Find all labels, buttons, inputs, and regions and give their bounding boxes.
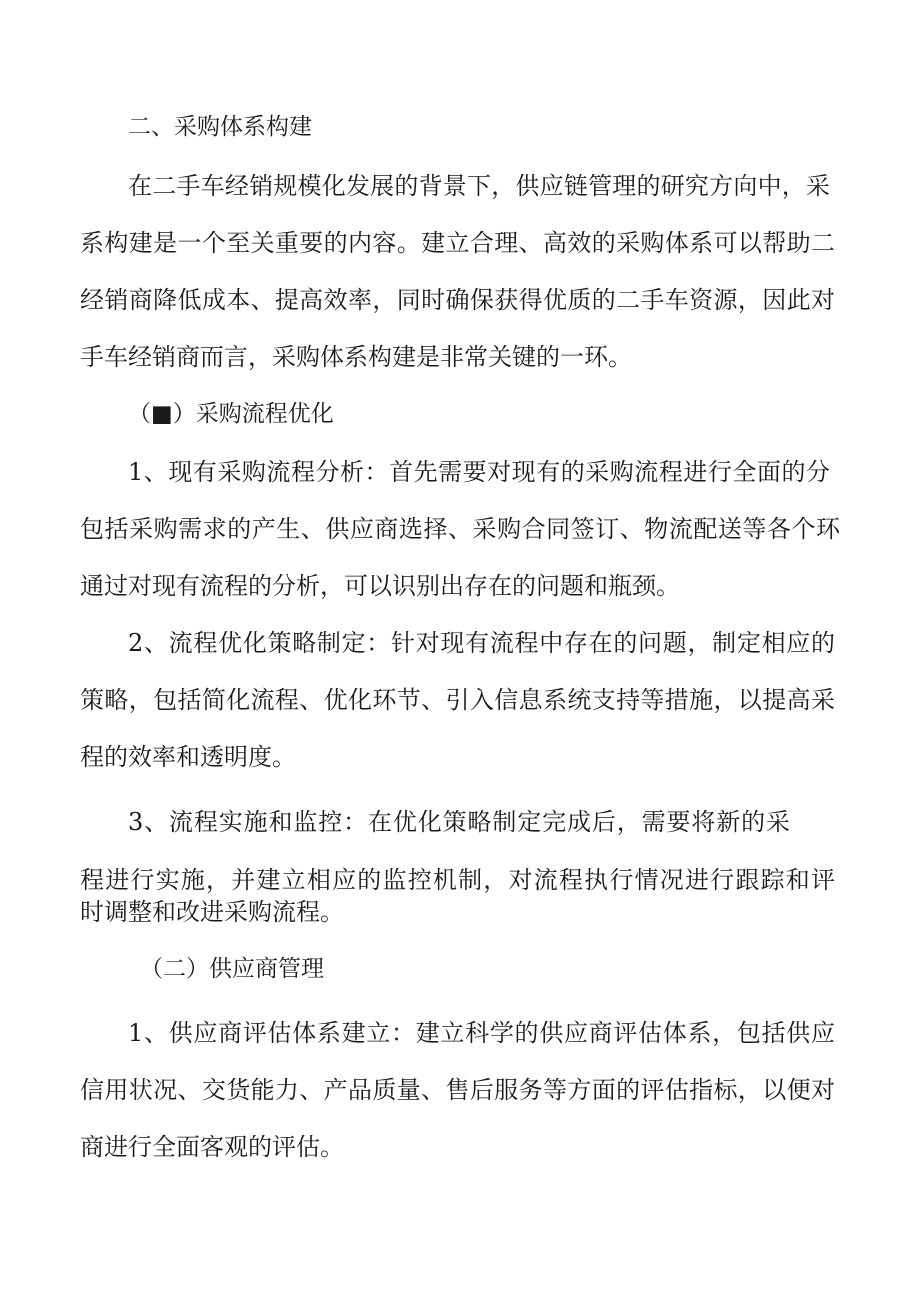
item-1-2-line-1: 2、流程优化策略制定：针对现有流程中存在的问题，制定相应的: [128, 629, 835, 657]
item-1-1-line-1: 1、现有采购流程分析：首先需要对现有的采购流程进行全面的分: [128, 458, 830, 486]
item-1-1-line-3: 通过对现有流程的分析，可以识别出存在的问题和瓶颈。: [80, 572, 680, 600]
item-2-1-line-3: 商进行全面客观的评估。: [80, 1133, 344, 1161]
subsection-title-1: （■）采购流程优化: [128, 401, 334, 427]
item-1-3-line-3: 时调整和改进采购流程。: [80, 898, 344, 926]
item-1-2-line-2: 策略，包括简化流程、优化环节、引入信息系统支持等措施，以提高采: [80, 686, 835, 714]
intro-line-1: 在二手车经销规模化发展的背景下，供应链管理的研究方向中，采: [128, 172, 830, 200]
intro-line-3: 经销商降低成本、提高效率，同时确保获得优质的二手车资源，因此对: [80, 286, 835, 314]
item-2-1-line-2: 信用状况、交货能力、产品质量、售后服务等方面的评估指标，以便对: [80, 1076, 835, 1104]
intro-line-4: 手车经销商而言，采购体系构建是非常关键的一环。: [80, 343, 632, 371]
item-1-2-line-3: 程的效率和透明度。: [80, 743, 296, 771]
intro-line-2: 系构建是一个至关重要的内容。建立合理、高效的采购体系可以帮助二: [80, 229, 835, 257]
item-1-3-line-1: 3、流程实施和监控：在优化策略制定完成后，需要将新的采: [128, 808, 790, 836]
item-1-1-line-2: 包括采购需求的产生、供应商选择、采购合同签订、物流配送等各个环: [80, 515, 840, 543]
item-1-3-line-2: 程进行实施，并建立相应的监控机制，对流程执行情况进行跟踪和评: [80, 866, 835, 894]
section-title: 二、采购体系构建: [128, 114, 312, 140]
item-2-1-line-1: 1、供应商评估体系建立：建立科学的供应商评估体系，包括供应: [128, 1019, 835, 1047]
subsection-title-2: （二）供应商管理: [140, 956, 324, 982]
